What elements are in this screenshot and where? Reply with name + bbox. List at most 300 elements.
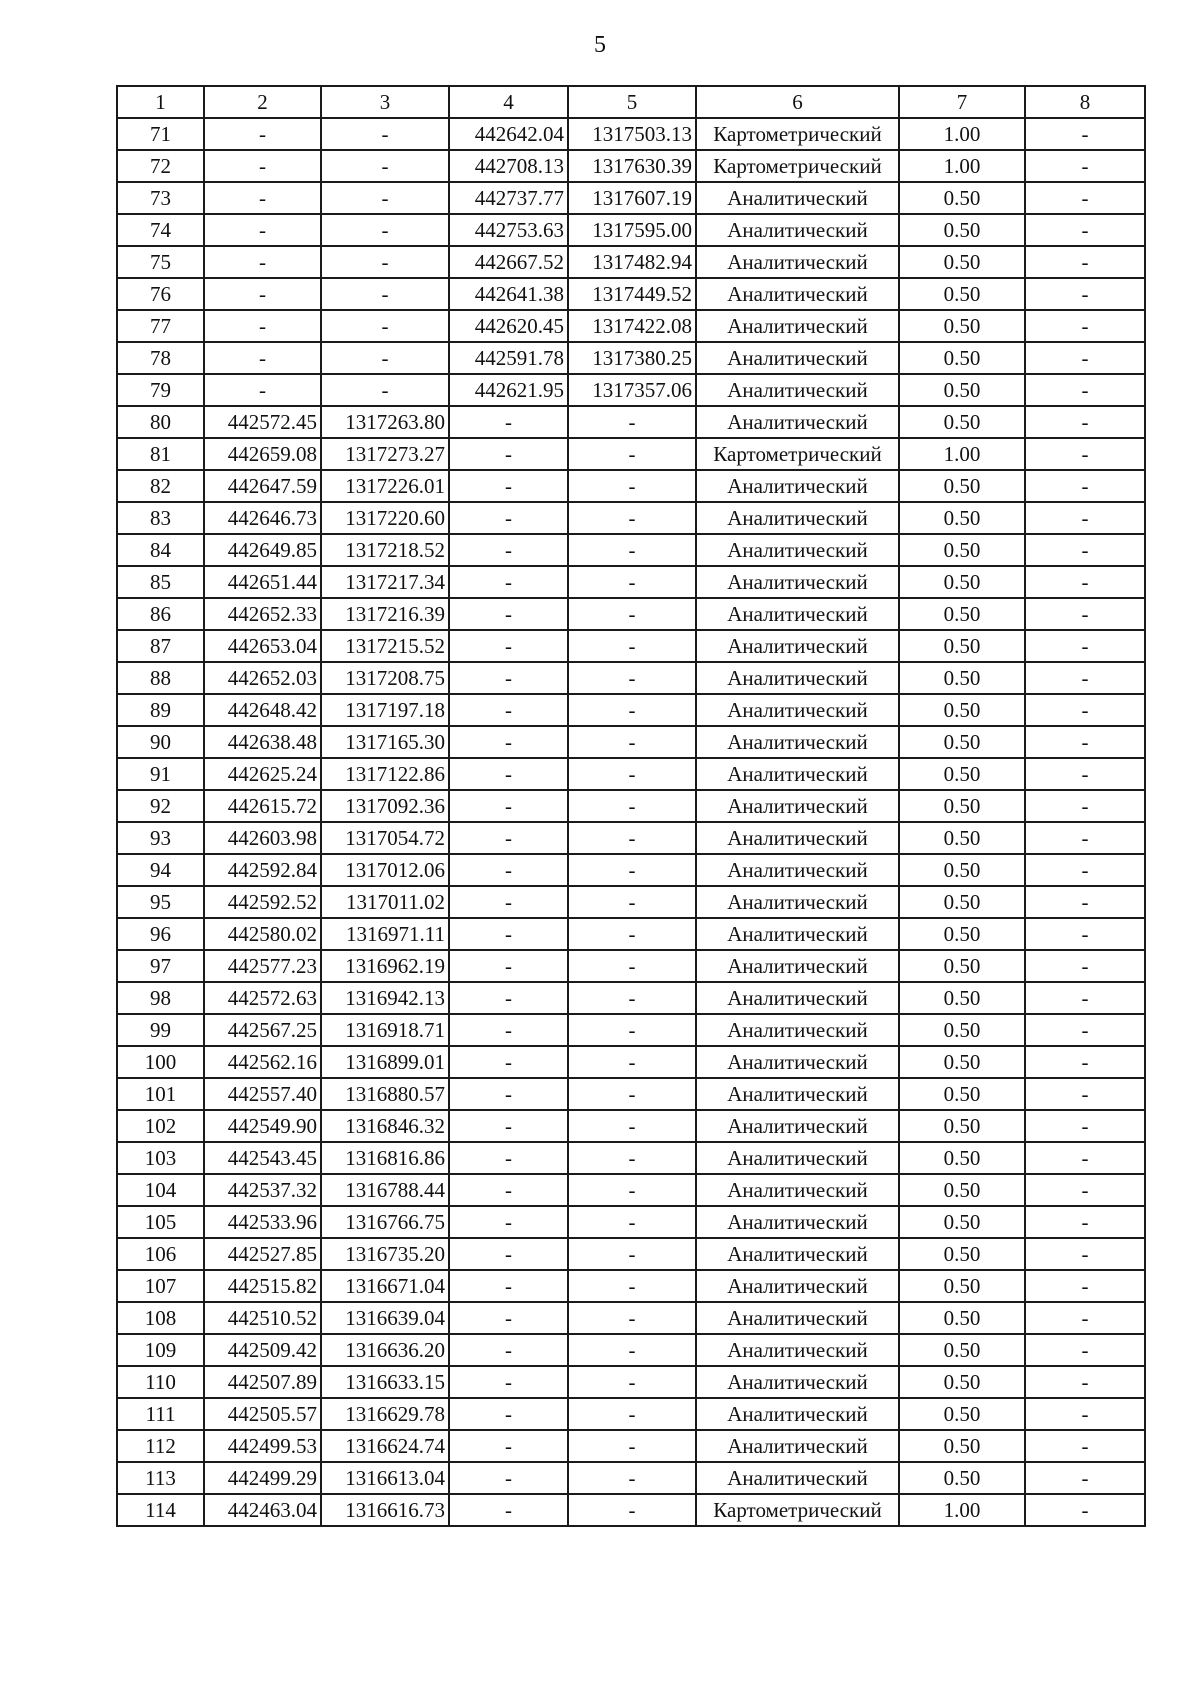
x-new-coordinate-cell: - <box>449 470 568 502</box>
y-coordinate-cell: 1316788.44 <box>321 1174 449 1206</box>
y-coordinate-cell: - <box>321 310 449 342</box>
point-number-cell: 88 <box>117 662 204 694</box>
table-row <box>117 630 1145 662</box>
x-new-coordinate-cell: - <box>449 1302 568 1334</box>
method-cell: Аналитический <box>696 310 899 342</box>
method-cell: Аналитический <box>696 822 899 854</box>
x-new-coordinate-cell: - <box>449 598 568 630</box>
point-number-cell: 112 <box>117 1430 204 1462</box>
x-coordinate-cell: 442625.24 <box>204 758 321 790</box>
y-coordinate-cell: 1317263.80 <box>321 406 449 438</box>
x-new-coordinate-cell: - <box>449 950 568 982</box>
table-row <box>117 534 1145 566</box>
x-new-coordinate-cell: - <box>449 438 568 470</box>
y-coordinate-cell: - <box>321 374 449 406</box>
method-cell: Аналитический <box>696 1398 899 1430</box>
y-new-coordinate-cell: - <box>568 1398 696 1430</box>
table-row <box>117 1302 1145 1334</box>
x-coordinate-cell: 442651.44 <box>204 566 321 598</box>
x-new-coordinate-cell: - <box>449 1174 568 1206</box>
y-new-coordinate-cell: - <box>568 1430 696 1462</box>
table-row <box>117 438 1145 470</box>
description-cell: - <box>1025 598 1145 630</box>
y-new-coordinate-cell: - <box>568 1270 696 1302</box>
accuracy-cell: 0.50 <box>899 758 1025 790</box>
x-coordinate-cell: 442562.16 <box>204 1046 321 1078</box>
method-cell: Аналитический <box>696 1334 899 1366</box>
method-cell: Аналитический <box>696 342 899 374</box>
x-new-coordinate-cell: - <box>449 1366 568 1398</box>
y-new-coordinate-cell: 1317482.94 <box>568 246 696 278</box>
point-number-cell: 73 <box>117 182 204 214</box>
accuracy-cell: 0.50 <box>899 1462 1025 1494</box>
y-new-coordinate-cell: - <box>568 790 696 822</box>
x-coordinate-cell: 442537.32 <box>204 1174 321 1206</box>
y-coordinate-cell: 1316918.71 <box>321 1014 449 1046</box>
x-coordinate-cell: 442653.04 <box>204 630 321 662</box>
x-new-coordinate-cell: - <box>449 534 568 566</box>
table-row <box>117 1430 1145 1462</box>
accuracy-cell: 0.50 <box>899 1398 1025 1430</box>
accuracy-cell: 0.50 <box>899 502 1025 534</box>
y-coordinate-cell: 1317165.30 <box>321 726 449 758</box>
point-number-cell: 76 <box>117 278 204 310</box>
table-row <box>117 310 1145 342</box>
y-new-coordinate-cell: - <box>568 1046 696 1078</box>
method-cell: Картометрический <box>696 150 899 182</box>
y-new-coordinate-cell: - <box>568 982 696 1014</box>
x-coordinate-cell: - <box>204 278 321 310</box>
x-coordinate-cell: 442509.42 <box>204 1334 321 1366</box>
description-cell: - <box>1025 758 1145 790</box>
y-coordinate-cell: - <box>321 118 449 150</box>
y-coordinate-cell: 1316971.11 <box>321 918 449 950</box>
accuracy-cell: 0.50 <box>899 214 1025 246</box>
y-new-coordinate-cell: - <box>568 566 696 598</box>
accuracy-cell: 1.00 <box>899 438 1025 470</box>
x-coordinate-cell: 442567.25 <box>204 1014 321 1046</box>
point-number-cell: 98 <box>117 982 204 1014</box>
method-cell: Аналитический <box>696 534 899 566</box>
y-new-coordinate-cell: - <box>568 1078 696 1110</box>
table-row <box>117 854 1145 886</box>
description-cell: - <box>1025 534 1145 566</box>
point-number-cell: 78 <box>117 342 204 374</box>
table-row <box>117 1462 1145 1494</box>
table-row <box>117 214 1145 246</box>
point-number-cell: 91 <box>117 758 204 790</box>
y-coordinate-cell: 1316613.04 <box>321 1462 449 1494</box>
description-cell: - <box>1025 1366 1145 1398</box>
method-cell: Аналитический <box>696 1110 899 1142</box>
table-row <box>117 502 1145 534</box>
method-cell: Аналитический <box>696 854 899 886</box>
accuracy-cell: 0.50 <box>899 822 1025 854</box>
point-number-cell: 101 <box>117 1078 204 1110</box>
y-new-coordinate-cell: - <box>568 662 696 694</box>
column-header: 5 <box>568 86 696 118</box>
table-row <box>117 918 1145 950</box>
method-cell: Аналитический <box>696 470 899 502</box>
y-coordinate-cell: 1317218.52 <box>321 534 449 566</box>
description-cell: - <box>1025 1206 1145 1238</box>
x-coordinate-cell: 442638.48 <box>204 726 321 758</box>
x-coordinate-cell: 442646.73 <box>204 502 321 534</box>
x-coordinate-cell: - <box>204 374 321 406</box>
table-row <box>117 1270 1145 1302</box>
description-cell: - <box>1025 1110 1145 1142</box>
method-cell: Картометрический <box>696 1494 899 1526</box>
method-cell: Картометрический <box>696 438 899 470</box>
x-coordinate-cell: 442507.89 <box>204 1366 321 1398</box>
description-cell: - <box>1025 662 1145 694</box>
y-new-coordinate-cell: 1317380.25 <box>568 342 696 374</box>
y-new-coordinate-cell: 1317630.39 <box>568 150 696 182</box>
x-coordinate-cell: - <box>204 150 321 182</box>
method-cell: Аналитический <box>696 790 899 822</box>
x-new-coordinate-cell: - <box>449 758 568 790</box>
x-new-coordinate-cell: 442591.78 <box>449 342 568 374</box>
x-coordinate-cell: 442659.08 <box>204 438 321 470</box>
point-number-cell: 103 <box>117 1142 204 1174</box>
description-cell: - <box>1025 118 1145 150</box>
x-coordinate-cell: 442499.53 <box>204 1430 321 1462</box>
x-new-coordinate-cell: - <box>449 1334 568 1366</box>
y-new-coordinate-cell: - <box>568 1206 696 1238</box>
method-cell: Аналитический <box>696 502 899 534</box>
description-cell: - <box>1025 1174 1145 1206</box>
y-new-coordinate-cell: 1317595.00 <box>568 214 696 246</box>
x-new-coordinate-cell: - <box>449 1430 568 1462</box>
accuracy-cell: 0.50 <box>899 342 1025 374</box>
x-coordinate-cell: - <box>204 182 321 214</box>
description-cell: - <box>1025 1334 1145 1366</box>
method-cell: Аналитический <box>696 950 899 982</box>
x-coordinate-cell: - <box>204 118 321 150</box>
description-cell: - <box>1025 1046 1145 1078</box>
y-coordinate-cell: 1316846.32 <box>321 1110 449 1142</box>
y-coordinate-cell: - <box>321 182 449 214</box>
point-number-cell: 104 <box>117 1174 204 1206</box>
y-coordinate-cell: 1317273.27 <box>321 438 449 470</box>
description-cell: - <box>1025 1430 1145 1462</box>
y-new-coordinate-cell: - <box>568 1238 696 1270</box>
point-number-cell: 114 <box>117 1494 204 1526</box>
y-new-coordinate-cell: 1317422.08 <box>568 310 696 342</box>
table-row <box>117 1238 1145 1270</box>
x-coordinate-cell: 442648.42 <box>204 694 321 726</box>
accuracy-cell: 0.50 <box>899 1142 1025 1174</box>
column-header: 2 <box>204 86 321 118</box>
table-row <box>117 662 1145 694</box>
y-new-coordinate-cell: - <box>568 950 696 982</box>
table-row <box>117 758 1145 790</box>
table-row <box>117 790 1145 822</box>
accuracy-cell: 0.50 <box>899 534 1025 566</box>
x-new-coordinate-cell: - <box>449 726 568 758</box>
point-number-cell: 85 <box>117 566 204 598</box>
accuracy-cell: 0.50 <box>899 662 1025 694</box>
table-row <box>117 1334 1145 1366</box>
x-new-coordinate-cell: 442621.95 <box>449 374 568 406</box>
accuracy-cell: 0.50 <box>899 1270 1025 1302</box>
table-row <box>117 726 1145 758</box>
description-cell: - <box>1025 822 1145 854</box>
y-coordinate-cell: 1317011.02 <box>321 886 449 918</box>
x-coordinate-cell: 442527.85 <box>204 1238 321 1270</box>
y-coordinate-cell: 1317197.18 <box>321 694 449 726</box>
x-coordinate-cell: 442652.33 <box>204 598 321 630</box>
x-new-coordinate-cell: - <box>449 1046 568 1078</box>
method-cell: Аналитический <box>696 1174 899 1206</box>
description-cell: - <box>1025 1462 1145 1494</box>
method-cell: Аналитический <box>696 1238 899 1270</box>
y-coordinate-cell: 1317216.39 <box>321 598 449 630</box>
point-number-cell: 96 <box>117 918 204 950</box>
y-coordinate-cell: 1317208.75 <box>321 662 449 694</box>
point-number-cell: 105 <box>117 1206 204 1238</box>
method-cell: Аналитический <box>696 374 899 406</box>
description-cell: - <box>1025 310 1145 342</box>
description-cell: - <box>1025 1014 1145 1046</box>
method-cell: Аналитический <box>696 1430 899 1462</box>
x-coordinate-cell: 442499.29 <box>204 1462 321 1494</box>
y-coordinate-cell: 1317220.60 <box>321 502 449 534</box>
y-new-coordinate-cell: - <box>568 598 696 630</box>
method-cell: Аналитический <box>696 694 899 726</box>
y-coordinate-cell: 1317226.01 <box>321 470 449 502</box>
y-new-coordinate-cell: - <box>568 918 696 950</box>
method-cell: Аналитический <box>696 1462 899 1494</box>
x-new-coordinate-cell: - <box>449 790 568 822</box>
x-new-coordinate-cell: - <box>449 1270 568 1302</box>
x-new-coordinate-cell: - <box>449 1078 568 1110</box>
description-cell: - <box>1025 566 1145 598</box>
accuracy-cell: 0.50 <box>899 726 1025 758</box>
y-new-coordinate-cell: - <box>568 886 696 918</box>
y-new-coordinate-cell: - <box>568 1462 696 1494</box>
page-number: 5 <box>594 32 606 58</box>
method-cell: Аналитический <box>696 918 899 950</box>
description-cell: - <box>1025 1494 1145 1526</box>
x-coordinate-cell: 442652.03 <box>204 662 321 694</box>
table-row <box>117 246 1145 278</box>
method-cell: Аналитический <box>696 1206 899 1238</box>
x-new-coordinate-cell: - <box>449 566 568 598</box>
accuracy-cell: 0.50 <box>899 566 1025 598</box>
table-row <box>117 1110 1145 1142</box>
x-new-coordinate-cell: - <box>449 1142 568 1174</box>
table-row <box>117 1142 1145 1174</box>
accuracy-cell: 0.50 <box>899 1110 1025 1142</box>
y-new-coordinate-cell: - <box>568 726 696 758</box>
table-row <box>117 1206 1145 1238</box>
accuracy-cell: 0.50 <box>899 1174 1025 1206</box>
y-new-coordinate-cell: - <box>568 470 696 502</box>
method-cell: Аналитический <box>696 726 899 758</box>
y-coordinate-cell: - <box>321 278 449 310</box>
method-cell: Аналитический <box>696 278 899 310</box>
y-new-coordinate-cell: - <box>568 758 696 790</box>
table-row <box>117 982 1145 1014</box>
table-row <box>117 182 1145 214</box>
y-coordinate-cell: - <box>321 246 449 278</box>
table-row <box>117 1174 1145 1206</box>
x-coordinate-cell: 442463.04 <box>204 1494 321 1526</box>
x-new-coordinate-cell: 442708.13 <box>449 150 568 182</box>
method-cell: Аналитический <box>696 1142 899 1174</box>
x-new-coordinate-cell: - <box>449 1238 568 1270</box>
x-coordinate-cell: - <box>204 310 321 342</box>
method-cell: Аналитический <box>696 758 899 790</box>
x-new-coordinate-cell: 442620.45 <box>449 310 568 342</box>
x-new-coordinate-cell: - <box>449 630 568 662</box>
point-number-cell: 92 <box>117 790 204 822</box>
description-cell: - <box>1025 854 1145 886</box>
accuracy-cell: 0.50 <box>899 854 1025 886</box>
point-number-cell: 80 <box>117 406 204 438</box>
y-coordinate-cell: 1316629.78 <box>321 1398 449 1430</box>
accuracy-cell: 0.50 <box>899 1014 1025 1046</box>
y-new-coordinate-cell: - <box>568 822 696 854</box>
column-header: 3 <box>321 86 449 118</box>
description-cell: - <box>1025 1238 1145 1270</box>
x-coordinate-cell: 442572.45 <box>204 406 321 438</box>
y-new-coordinate-cell: - <box>568 1494 696 1526</box>
point-number-cell: 111 <box>117 1398 204 1430</box>
accuracy-cell: 0.50 <box>899 1366 1025 1398</box>
y-coordinate-cell: 1317054.72 <box>321 822 449 854</box>
x-coordinate-cell: - <box>204 342 321 374</box>
x-new-coordinate-cell: 442641.38 <box>449 278 568 310</box>
description-cell: - <box>1025 150 1145 182</box>
accuracy-cell: 0.50 <box>899 278 1025 310</box>
accuracy-cell: 0.50 <box>899 694 1025 726</box>
y-coordinate-cell: 1316880.57 <box>321 1078 449 1110</box>
x-new-coordinate-cell: - <box>449 1206 568 1238</box>
point-number-cell: 113 <box>117 1462 204 1494</box>
y-new-coordinate-cell: - <box>568 1142 696 1174</box>
description-cell: - <box>1025 214 1145 246</box>
x-new-coordinate-cell: 442642.04 <box>449 118 568 150</box>
description-cell: - <box>1025 886 1145 918</box>
y-new-coordinate-cell: - <box>568 1334 696 1366</box>
x-new-coordinate-cell: - <box>449 1398 568 1430</box>
x-new-coordinate-cell: - <box>449 694 568 726</box>
point-number-cell: 79 <box>117 374 204 406</box>
accuracy-cell: 0.50 <box>899 598 1025 630</box>
point-number-cell: 89 <box>117 694 204 726</box>
description-cell: - <box>1025 406 1145 438</box>
description-cell: - <box>1025 726 1145 758</box>
y-new-coordinate-cell: - <box>568 1366 696 1398</box>
y-new-coordinate-cell: - <box>568 1302 696 1334</box>
x-coordinate-cell: 442543.45 <box>204 1142 321 1174</box>
x-new-coordinate-cell: 442753.63 <box>449 214 568 246</box>
description-cell: - <box>1025 982 1145 1014</box>
x-new-coordinate-cell: - <box>449 886 568 918</box>
x-new-coordinate-cell: - <box>449 662 568 694</box>
description-cell: - <box>1025 502 1145 534</box>
x-new-coordinate-cell: - <box>449 1462 568 1494</box>
accuracy-cell: 1.00 <box>899 150 1025 182</box>
method-cell: Аналитический <box>696 182 899 214</box>
table-row <box>117 1014 1145 1046</box>
x-new-coordinate-cell: 442667.52 <box>449 246 568 278</box>
table-row <box>117 470 1145 502</box>
y-coordinate-cell: 1316636.20 <box>321 1334 449 1366</box>
table-row <box>117 566 1145 598</box>
accuracy-cell: 0.50 <box>899 790 1025 822</box>
accuracy-cell: 0.50 <box>899 918 1025 950</box>
table-row <box>117 374 1145 406</box>
accuracy-cell: 0.50 <box>899 406 1025 438</box>
y-coordinate-cell: 1317122.86 <box>321 758 449 790</box>
accuracy-cell: 0.50 <box>899 630 1025 662</box>
y-new-coordinate-cell: 1317449.52 <box>568 278 696 310</box>
y-new-coordinate-cell: 1317357.06 <box>568 374 696 406</box>
accuracy-cell: 0.50 <box>899 310 1025 342</box>
y-new-coordinate-cell: - <box>568 534 696 566</box>
y-coordinate-cell: 1316962.19 <box>321 950 449 982</box>
point-number-cell: 106 <box>117 1238 204 1270</box>
method-cell: Аналитический <box>696 566 899 598</box>
point-number-cell: 102 <box>117 1110 204 1142</box>
table-row <box>117 694 1145 726</box>
table-row <box>117 118 1145 150</box>
y-coordinate-cell: 1317092.36 <box>321 790 449 822</box>
accuracy-cell: 0.50 <box>899 374 1025 406</box>
description-cell: - <box>1025 246 1145 278</box>
description-cell: - <box>1025 694 1145 726</box>
table-row <box>117 950 1145 982</box>
point-number-cell: 74 <box>117 214 204 246</box>
table-header-row <box>117 86 1145 118</box>
method-cell: Аналитический <box>696 1014 899 1046</box>
method-cell: Аналитический <box>696 662 899 694</box>
x-coordinate-cell: 442649.85 <box>204 534 321 566</box>
y-new-coordinate-cell: - <box>568 1014 696 1046</box>
method-cell: Аналитический <box>696 214 899 246</box>
column-header: 4 <box>449 86 568 118</box>
table-row <box>117 598 1145 630</box>
y-new-coordinate-cell: - <box>568 406 696 438</box>
table-row <box>117 1398 1145 1430</box>
x-new-coordinate-cell: - <box>449 854 568 886</box>
accuracy-cell: 0.50 <box>899 182 1025 214</box>
y-coordinate-cell: 1316624.74 <box>321 1430 449 1462</box>
point-number-cell: 93 <box>117 822 204 854</box>
accuracy-cell: 0.50 <box>899 470 1025 502</box>
accuracy-cell: 0.50 <box>899 1302 1025 1334</box>
accuracy-cell: 0.50 <box>899 246 1025 278</box>
point-number-cell: 71 <box>117 118 204 150</box>
x-coordinate-cell: 442580.02 <box>204 918 321 950</box>
x-new-coordinate-cell: - <box>449 982 568 1014</box>
y-new-coordinate-cell: - <box>568 438 696 470</box>
y-coordinate-cell: - <box>321 342 449 374</box>
column-header: 6 <box>696 86 899 118</box>
y-coordinate-cell: - <box>321 150 449 182</box>
point-number-cell: 109 <box>117 1334 204 1366</box>
y-new-coordinate-cell: 1317503.13 <box>568 118 696 150</box>
x-new-coordinate-cell: - <box>449 822 568 854</box>
x-coordinate-cell: 442549.90 <box>204 1110 321 1142</box>
method-cell: Аналитический <box>696 1366 899 1398</box>
table-row <box>117 342 1145 374</box>
description-cell: - <box>1025 918 1145 950</box>
point-number-cell: 110 <box>117 1366 204 1398</box>
